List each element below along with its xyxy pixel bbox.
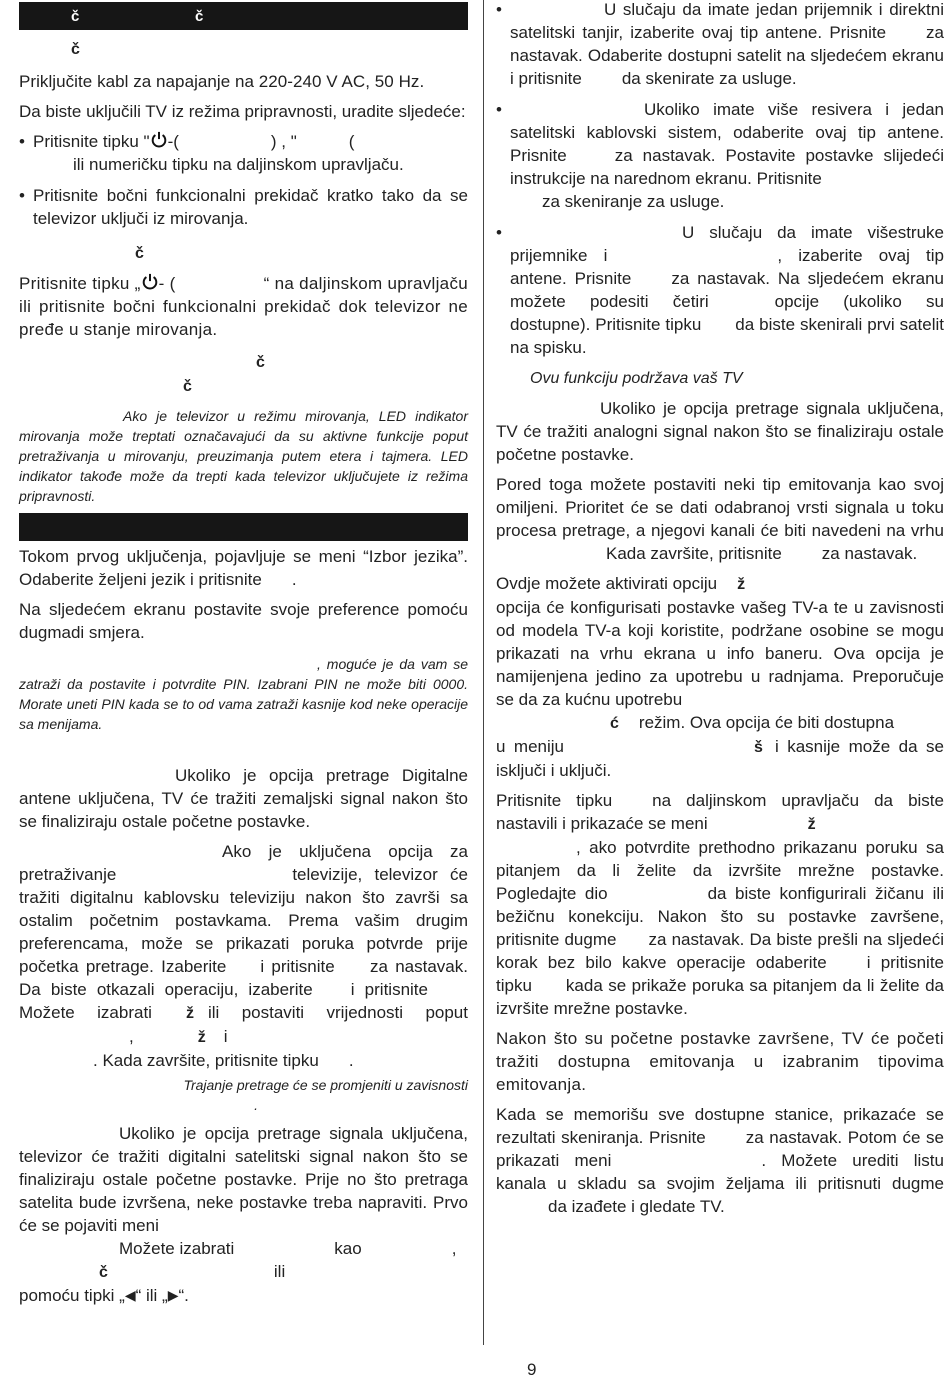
cable-b: pretraživanje: [19, 865, 117, 884]
store-f: u meniju: [496, 737, 565, 756]
store-c: opcija će konfigurisati postavke vašeg TV-a te u zavisnosti od modela TV-a koji koristite, podržane osobine se mogu prikazati na vrhu ekrana u info baneru. Ova opcija je namijenjena jedino za upotrebu u radnjama. Preporučuje se da za kućnu upotrebu: [496, 598, 944, 709]
rb3-d: za nastavak. Na sljedećem ekranu možete podesiti četiri: [510, 269, 944, 311]
bullet1-part-e: ili numeričku tipku na daljinskom upravljaču.: [73, 155, 404, 174]
first-install-text: [19, 545, 468, 591]
bullet1-part-d: (: [348, 132, 355, 151]
bullet-unicable: • Ukoliko imate više resivera i jedan satelitski kablovski sistem, odaberite ovaj tip antene. Prisnite za nastavak. Postavite postavke slijedeći instrukcije na narednom ekranu. Pritisnite za skeniranje za usluge.: [496, 100, 944, 211]
store-mode-text: [496, 572, 944, 782]
analog-a: Ukoliko je opcija pretrage: [600, 399, 799, 418]
power-icon: [141, 273, 159, 291]
subheading-on: [19, 30, 468, 70]
header-char-2: č: [195, 8, 204, 25]
rb3-e: opcije (ukoliko su dostupne). Pritisnite tipku: [510, 292, 944, 334]
favourite-text: [496, 473, 944, 565]
satellite-a: Ukoliko je opcija pretrage: [119, 1124, 321, 1143]
satellite-d: kao: [334, 1239, 362, 1258]
switch-off-a: Pritisnite tipku „: [19, 274, 141, 293]
right-column: [496, 0, 944, 1225]
network-a: Pritisnite tipku: [496, 791, 613, 810]
results-a: Kada se memorišu sve dostupne stanice, prikazaće se rezultati skeniranja. Prisnite: [496, 1105, 944, 1147]
store-b: ž: [737, 576, 746, 593]
digital-antenna-a: Ukoliko je opcija pretrage Digitalne: [175, 766, 468, 785]
network-text: [496, 789, 944, 1020]
favourite-c: pritisnite: [718, 544, 782, 563]
rb1-b: direktni satelitski tanjir, izaberite ovaj tip antene. Prisnite: [510, 0, 944, 42]
store-d: ć: [610, 715, 619, 732]
store-g: š: [754, 739, 763, 756]
network-h: kada se prikaže poruka sa pitanjem da li želite da izvršite mrežne postavke.: [496, 976, 944, 1018]
subheading-off: [19, 238, 468, 268]
digital-antenna-b: antene uključena, TV će tražiti zemaljski signal nakon što se finaliziraju ostale početne postavke.: [19, 789, 468, 831]
rb2-d: za skeniranje za usluge.: [542, 192, 725, 211]
standby-intro-text: Da biste uključili TV iz režima pripravnosti, uradite sljedeće:: [19, 102, 466, 121]
favourite-d: za nastavak.: [821, 544, 918, 563]
network-f: za nastavak. Da biste prešli na sljedeći korak bez bilo kakve operacije odaberite: [496, 930, 944, 972]
cable-j: ili postaviti: [207, 1003, 305, 1022]
satellite-f: č: [99, 1264, 108, 1281]
satellite-g: ili: [273, 1262, 286, 1281]
page-number: 9: [527, 1360, 537, 1379]
subheading-off-char: č: [135, 245, 144, 262]
digital-satellite-text: [19, 1122, 468, 1307]
satellite-c: Možete izabrati: [119, 1239, 235, 1258]
first-install-a: Tokom prvog uključenja, pojavljuje se meni “Izbor jezika”. Odaberite željeni jezik i pritisnite: [19, 547, 468, 589]
right-arrow-icon: ▶: [167, 1287, 179, 1303]
cable-d: će tražiti digitalnu kablovsku televiziju nakon što završi sa ostalim početnim postavkama. Prema vašim drugim preferencama, može se prikazati poruka potvrde prije početka pretrage. Izaberite: [19, 865, 468, 976]
results-d: da izađete i gledate TV.: [548, 1197, 725, 1216]
network-b: na daljinskom upravljaču da biste nastavili i prikazaće se meni: [496, 791, 944, 833]
power-icon: [150, 131, 168, 149]
switch-off-text: [19, 272, 468, 341]
power-cable-text: Priključite kabl za napajanje na 220-240 V AC, 50 Hz.: [19, 72, 425, 91]
results-c: . Možete urediti listu kanala u skladu sa svojim željama ili pritisnuti dugme: [496, 1151, 944, 1193]
cable-k: vrijednosti poput: [326, 1003, 468, 1022]
cable-f: za nastavak. Da biste otkazali operaciju, izaberite: [19, 957, 468, 999]
pin-note: [19, 654, 468, 734]
favourite-a: Pored toga možete postaviti neki tip emitovanja kao svoj omiljeni. Prioritet će se dati odabranoj vrsti signala u toku procesa pretrage, a njegovi kanali će biti navedeni na vrhu: [496, 475, 944, 540]
bullet2-text: Pritisnite bočni funkcionalni prekidač kratko tako da se televizor uključi iz mirovanja.: [33, 186, 468, 228]
cable-m: ž: [197, 1029, 206, 1046]
network-c: ž: [807, 816, 816, 833]
duration-a: Trajanje pretrage će se promjeniti u zavisnosti: [183, 1077, 468, 1093]
network-g: i pritisnite tipku: [496, 953, 944, 995]
supported-text: Ovu funkciju podržava vaš TV: [530, 370, 743, 387]
bullet1-part-c: ) , ": [270, 132, 297, 151]
cable-c: televizije, televizor: [292, 865, 438, 884]
analog-b: signala uključena, TV će tražiti analogni signal nakon što se finaliziraju ostale početne postavke.: [496, 399, 944, 464]
preferences-text: Na sljedećem ekranu postavite svoje preference pomoću dugmadi smjera.: [19, 600, 468, 642]
analog-text: [496, 397, 944, 466]
bullet1-part-a: Pritisnite tipku ": [33, 132, 150, 151]
rb3-a: U slučaju da imate višestruke: [682, 223, 944, 242]
store-h: i kasnije može da se isključi i uključi.: [496, 737, 944, 780]
bullet-side-switch: • Pritisnite bočni funkcionalni prekidač kratko tako da se televizor uključi iz mirovanja.: [19, 186, 468, 228]
section-header-bar: [19, 2, 468, 30]
bullet-diseqc: • U slučaju da imate višestruke prijemnike i , izaberite ovaj tip antene. Prisnite za nastavak. Na sljedećem ekranu možete podesiti četiri opcije (ukoliko su dostupne). Pritisnite tipku da biste skenirali prvi satelit na spisku.: [496, 223, 944, 357]
note-char-2: č: [183, 378, 192, 395]
satellite-b: signala uključena, televizor će tražiti digitalni satelitski signal nakon što se finaliziraju ostale početne postavke. Prije no što pretraga satelita bude izvršena, neke postavke treba napraviti. Prvo će se pojaviti meni: [19, 1124, 468, 1235]
first-installation-bar: [19, 513, 468, 541]
cable-o: . Kada završite, pritisnite tipku: [93, 1051, 319, 1070]
cable-n: i: [223, 1027, 228, 1046]
rb3-b: prijemnike i: [510, 246, 608, 265]
cable-g: i pritisnite: [350, 980, 428, 999]
note-heading: [19, 348, 468, 394]
results-b: za nastavak. Potom će se prikazati meni: [496, 1128, 945, 1170]
cable-i: ž: [185, 1005, 194, 1022]
pin-note-a: , moguće je da vam: [317, 656, 448, 672]
rb3-f: da biste skenirali prvi satelit na spisku.: [510, 315, 944, 357]
digital-cable-text: [19, 840, 468, 1072]
cable-a: Ako je uključena opcija za: [222, 842, 468, 861]
duration-b: .: [254, 1097, 258, 1113]
note-italic-text: Ako je televizor u režimu mirovanja, LED indikator mirovanja može treptati označavajući da su aktivne funkcije poput pretraživanja u mirovanju, preuzimanja putem etera i tajmera. LED indikator takođe može da trepti kada televizor uključujete iz režima pripravnosti.: [19, 408, 468, 504]
duration-note: [19, 1075, 468, 1115]
bullet-direct: • U slučaju da imate jedan prijemnik i direktni satelitski tanjir, izaberite ovaj tip antene. Prisnite za nastavak. Odaberite dostupni satelit na sljedećem ekranu i pritisnite da skenirate za usluge.: [496, 0, 944, 88]
favourite-b: Kada završite,: [606, 544, 714, 563]
bullet1-part-b: -(: [167, 132, 179, 151]
rb3-c: , izaberite ovaj tip antene. Prisnite: [510, 246, 944, 288]
column-divider: [483, 0, 484, 1345]
store-e: režim. Ova opcija će biti dostupna: [638, 713, 895, 732]
results-text: [496, 1103, 944, 1218]
rb1-d: da skenirate za usluge.: [621, 69, 797, 88]
rb1-a: U slučaju da imate jedan prijemnik i: [604, 0, 883, 19]
rb2-c: za nastavak. Postavite postavke slijedeći instrukcije na narednom ekranu. Pritisnite: [510, 146, 944, 188]
rb2-b: satelitski kablovski sistem, odaberite ovaj tip antene. Prisnite: [510, 123, 944, 165]
pin-note-b: se zatraži da postavite i potvrdite PIN. Izabrani PIN ne može biti 0000. Morate uneti PIN kada se to od vama zatraži kasnije kod neke operacije sa menijama.: [19, 656, 469, 732]
cable-p: .: [348, 1051, 354, 1070]
note-char-1: č: [256, 354, 265, 371]
cable-e: i pritisnite: [260, 957, 335, 976]
rb2-a: Ukoliko imate više resivera i jedan: [644, 100, 944, 119]
left-arrow-icon: ◀: [124, 1287, 136, 1303]
store-a: Ovdje možete aktivirati opciju: [496, 574, 718, 593]
network-d: , ako potvrdite prethodno prikazanu poruku sa pitanjem da li želite da izvršite mrežne postavke. Pogledajte dio: [496, 838, 944, 903]
satellite-j: “.: [178, 1286, 189, 1305]
cable-l: ,: [129, 1027, 134, 1046]
standby-led-note: [19, 406, 468, 506]
subheading-char: č: [71, 41, 80, 58]
network-e: da biste konfigurirali žičanu ili bežičnu konekciju. Nakon što su postavke završene, pritisnite dugme: [496, 884, 944, 949]
cable-h: Možete izabrati: [19, 1003, 152, 1022]
supported-note: [496, 367, 944, 390]
satellite-e: ,: [451, 1239, 457, 1258]
satellite-h: pomoću tipki „: [19, 1286, 125, 1305]
header-char-1: č: [71, 8, 80, 25]
rb1-c: za nastavak. Odaberite dostupni satelit na sljedećem ekranu i pritisnite: [510, 23, 944, 88]
switch-off-b: - (: [158, 274, 176, 293]
satellite-i: “ ili „: [135, 1286, 168, 1305]
bullet-power-button: • Pritisnite tipku " -( ) , " ( ili numeričku tipku na daljinskom upravljaču.: [19, 132, 404, 174]
switch-off-c: “ na daljinskom upravljaču ili pritisnite bočni funkcionalni prekidač dok televizor ne pređe u stanje mirovanja.: [19, 274, 468, 339]
first-install-b: .: [291, 570, 297, 589]
left-column: [19, 0, 468, 1314]
after-setup-text: Nakon što su početne postavke završene, TV će početi tražiti dostupna emitovanja u izabranim tipovima emitovanja.: [496, 1029, 944, 1094]
digital-antenna-text: [19, 764, 468, 833]
